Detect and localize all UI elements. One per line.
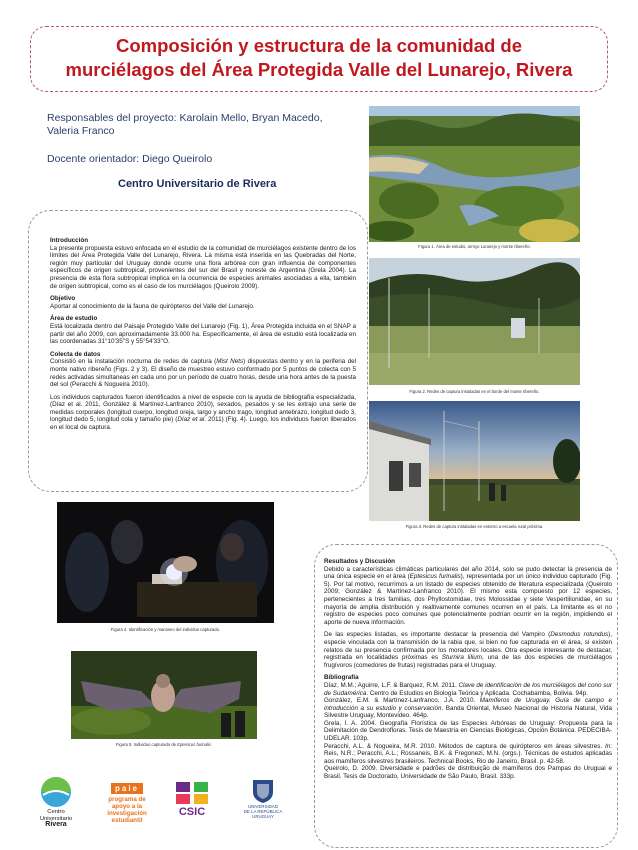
- colecta-paragraph-2: [50, 394, 356, 432]
- bib-2i: Mamíferos de Uruguay. Guía de campo e introducción a su estudio y conservación: [324, 697, 612, 712]
- colecta-2b: 2011) (Fig. 4). Luego, los individuos fueron liberados en el local de captura.: [50, 416, 357, 432]
- fig5-a: Figura 5. Individuo capturado de: [115, 742, 178, 747]
- figure-2-photo: [369, 258, 580, 385]
- bib-2a: González, E.M. & Martínez-Lanfranco, J.A. 2010.: [324, 697, 480, 705]
- figure-5-photo: [71, 651, 257, 739]
- logo-udelar: [238, 778, 288, 819]
- figure-5-caption: [71, 742, 257, 747]
- udelar-line-2: DE LA REPÚBLICA: [243, 809, 283, 814]
- udelar-line-3: URUGUAY: [252, 814, 274, 819]
- bib-ref-1: [324, 682, 612, 697]
- csic-text: CSIC: [178, 806, 206, 818]
- bib-ref-4: [324, 743, 612, 766]
- intro-content: [50, 232, 356, 432]
- csic-logo-icon: [174, 780, 210, 806]
- res1-a: Debido a características climáticas particulares del año 2014, solo se pudo detectar la presencia de una única especie en el área (: [324, 565, 612, 581]
- bib-2b: . Banda Oriental, Museo Nacional de Historia Natural, Vida Silvestre Uruguay, Montevideo. 464p.: [324, 704, 612, 720]
- logo-csic: [170, 780, 214, 818]
- bib-1i: Clave de identificación de los murciélagos del cono sur de Sudamérica: [324, 681, 612, 697]
- area-heading: Área de estudio: [50, 315, 98, 323]
- udelar-shield-icon: [251, 778, 275, 804]
- docente-text: Docente orientador: Diego Queirolo: [47, 153, 213, 165]
- figure-1-photo: [369, 106, 580, 242]
- intro-paragraph: La presente propuesta estuvo enfocada en el estudio de la comunidad de murciélagos existente dentro de los límites del Área Protegida Valle del Lunarejo, Rivera. La misma está inserida en las Quebradas del Norte, región muy particular del Uruguay donde ocurre una flora arbórea con gran influencia de componentes específicos de origen subtropical, provenientes del sur del Brasil y noreste de Argentina (Grela 2004). La presencia de esta flora subtropical implica en la ocurrencia de especies animales asociadas a ella, también de origen subtropical, como es el caso de los murciélagos (Queirolo 2009).: [50, 244, 356, 290]
- bib-5a: Queirolo, D. 2009. Diversidade e padrões de distribuição de mamíferos dos Pampas do Uruguai e Brasil. Tesis de Doctorado, Universidade de São Paulo, Brasil. 333p.: [324, 765, 612, 781]
- results-heading: Resultados y Discusión: [324, 558, 396, 565]
- paie-letters: paie: [111, 783, 143, 794]
- bib-ref-5: [324, 765, 612, 780]
- figure-4-photo: [57, 502, 274, 623]
- results-paragraph-1: [324, 566, 612, 627]
- school-dusk-image: [369, 401, 580, 521]
- colecta-1a: Consistió en la instalación nocturna de redes de captura (: [50, 358, 217, 366]
- bib-ref-3: [324, 720, 612, 743]
- udelar-line-1: UNIVERSIDAD: [247, 804, 278, 809]
- res1-b: ), representada por un único individuo capturado (Fig. 5). Por tal motivo, recurrimos a un listado de especies obtenido de literatura especializada (Queirolo 2009; González & Martínez-Lanfranco 2010). El mismo esta compuesto por 12 especies, pertenecientes a tres familias, dos Phyllostomidae, tres Molossidae y siete Vespertilionidae, en su mayoría de amplia distribución y realtivamente comunes ocurren en el país. La limitante es el no registro de especies poco comunes que potencialmente podrían ocurrir en la región, impidiendo el aporte de nueva información.: [324, 573, 612, 626]
- bib-3a: Grela, I. A. 2004. Geografía Florística de las Especies Arbóreas de Uruguay: Propuesta para la Delimitación de Dendrofloras. Tesis de Maestría en Ciencias Biológicas, Opción Botánica. PEDECIBA-UDELAR. 103p.: [324, 719, 612, 743]
- cur-logo-line-2: Universitario: [39, 815, 73, 822]
- figure-3-caption: Figura 3. Redes de captura instaladas en entorno a escuela rural próxima.: [405, 524, 544, 529]
- centro-text: Centro Universitario de Rivera: [118, 178, 277, 190]
- res2-i: Desmodus rotundus: [550, 631, 609, 639]
- bib-1a: Díaz, M.M.; Aguirre, L.F. & Barquez, R.M. 2011.: [324, 681, 459, 689]
- fig5-i: Eptesicus furinalis: [177, 742, 211, 747]
- res1-i: Eptesicus furinalis: [409, 573, 461, 581]
- colecta-1b: ) dispuestas dentro y en la periferia del monte nativo ribereño (Figs. 2 y 3). El diseño de muestreo estuvo conformado por 5 puntos de colecta con 5 redes activadas simultaneas en cada uno por un período de cuatro horas, desde una hora antes de la puesta del sol (Peracchi & Nogueira 2010).: [50, 358, 356, 389]
- figure-4-caption: Figura 4. Identificación y manoseo del individuo capturado.: [110, 627, 221, 632]
- colecta-paragraph-1: [50, 358, 356, 388]
- logo-paie: [100, 778, 154, 824]
- objetivo-paragraph: Aportar al conocimiento de la fauna de quirópteros del Valle del Lunarejo.: [50, 302, 255, 310]
- results-paragraph-2: [324, 631, 612, 669]
- figure-2-caption: Figura 2. Redes de captura instaladas en el borde del monte ribereño.: [409, 389, 540, 394]
- bib-4b: : Reis, N.R.; Peracchi, A.L.; Rossaneis, B.K. & Fregonezi, M.N. (orgs.). Técnicas de estudos aplicadas aos mamíferos silvestres brasileiros. Technical Books, Rio de Janeiro, Brasil. p. 42-58.: [324, 742, 612, 765]
- river-landscape-image: [369, 106, 580, 242]
- title-line-1: Composición y estructura de la comunidad de: [115, 35, 523, 56]
- cur-logo-line-3: Rivera: [45, 821, 67, 828]
- paie-line-4: estudiantil: [111, 817, 143, 824]
- res2-a: De las especies listadas, es importante destacar la presencia del Vampiro (: [324, 631, 551, 639]
- logo-cur: [36, 775, 76, 829]
- bibliography-heading: Bibliografía: [324, 674, 359, 682]
- bib-4a: Peracchi, A.L. & Nogueira, M.R. 2010. Métodos de captura de quirópteros em áreas silvestres.: [324, 742, 605, 750]
- fig5-b: .: [210, 742, 213, 747]
- area-paragraph: Está localizada dentro del Paisaje Protegido Valle del Lunarejo (Fig. 1), Área Protegida incluida en el SNAP a partir del año 2009, con aproximadamente 33.000 ha. Específicamente, el área de estudio está localizada en las coordenadas 31°10'35''S y 55°54'33''O.: [50, 322, 356, 346]
- responsables-text: Responsables del proyecto: Karolain Mello, Bryan Macedo, Valeria Franco: [47, 112, 323, 137]
- forest-nets-image: [369, 258, 580, 385]
- bat-image: [71, 651, 257, 739]
- res2-i2: Sturnira lilium: [441, 654, 483, 662]
- poster-title: [30, 34, 608, 82]
- objetivo-heading: Objetivo: [50, 295, 76, 303]
- colecta-2a: Los individuos capturados fueron identificados a nivel de especie con la ayuda de bibliografía especializada, (Díaz et al. 2011, González & Martínez-Lanfranco 2010), sexados, pesados y se les extrajo una serie de medidas corporales (longitud cuerpo, longitud oreja, largo y ancho trago, longitud antebrazo, longitud dedo 3, longitud dedo 5, longitud cola y tamaño pie) (: [50, 393, 356, 424]
- cur-logo-line-1: Centro: [47, 809, 65, 815]
- paie-line-3: investigación: [107, 810, 147, 817]
- bib-4i: In: [604, 742, 611, 750]
- bib-ref-2: [324, 697, 612, 720]
- colecta-2i: Díaz et al.: [177, 416, 207, 424]
- results-content: [324, 558, 612, 781]
- colecta-1i: Mist Nets: [216, 358, 244, 366]
- figure-3-photo: [369, 401, 580, 521]
- night-handling-image: [57, 502, 274, 623]
- bib-1b: . Centro de Estudios en Biología Teórica y Aplicada. Cochabamba, Bolivia. 94p.: [366, 689, 588, 697]
- title-line-2: murciélagos del Área Protegida Valle del Lunarejo, Rivera: [65, 59, 573, 80]
- figure-1-caption: Figura 1. Área de estudio, arroyo Lunarejo y monte ribereño.: [418, 244, 531, 249]
- paie-line-2: apoyo a la: [111, 803, 143, 810]
- cur-logo-icon: [39, 775, 73, 809]
- res2-c: , una de las dos especies de murciélagos frugívoros (comedores de frutas) registradas para el Uruguay.: [324, 654, 612, 669]
- paie-line-1: programa de: [108, 796, 146, 803]
- intro-heading: Introducción: [50, 237, 89, 244]
- res2-b: ), especie vinculada con la transmisión de la rabia que, si bien no fue capturada en el área, sí existen relatos de su presencia confirmada por los moradores locales. Otra especie interesante de destacar, registrada en localidades próximas es: [324, 631, 612, 662]
- colecta-heading: Colecta de datos: [50, 350, 101, 358]
